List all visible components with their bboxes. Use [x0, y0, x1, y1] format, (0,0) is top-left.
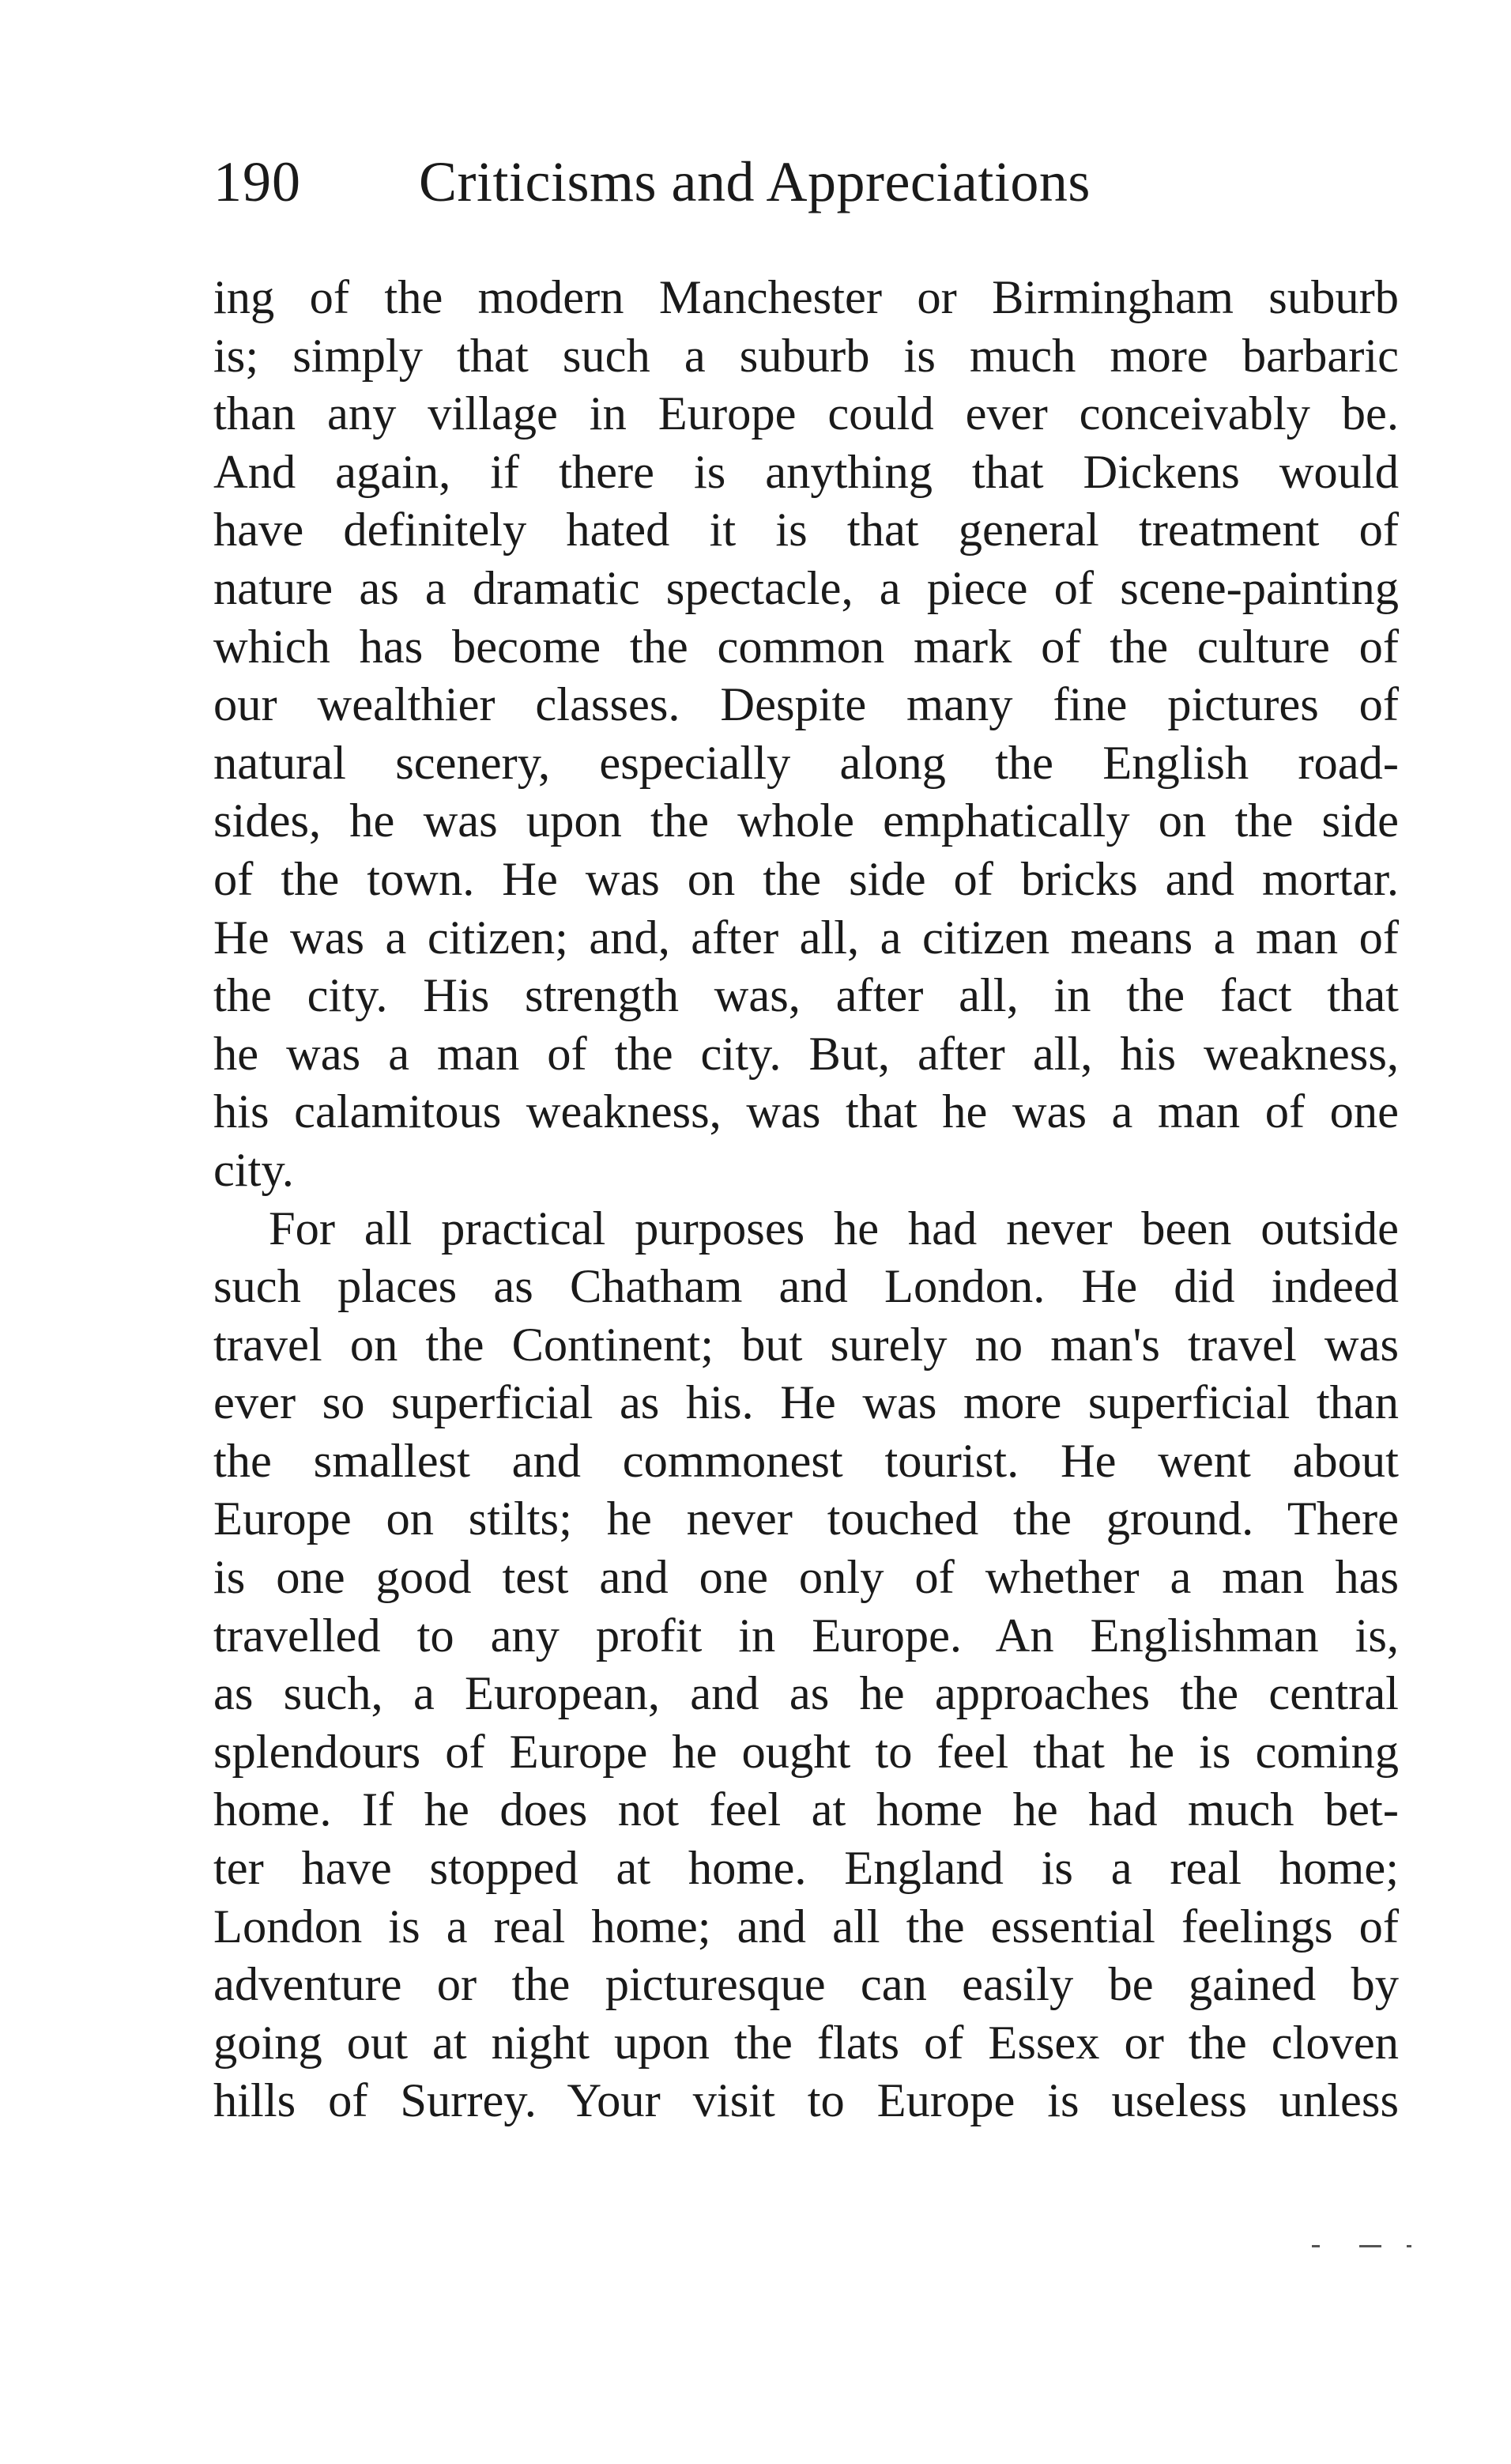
text-line: home. If he does not feel at home he had much bet- — [213, 1783, 1399, 1837]
text-line: Europe on stilts; he never touched the ground. There — [213, 1492, 1399, 1546]
text-line: the smallest and commonest tourist. He went about — [213, 1434, 1399, 1488]
text-line: our wealthier classes. Despite many fine pictures of — [213, 678, 1399, 732]
text-line: going out at night upon the flats of Essex or the cloven — [213, 2016, 1399, 2070]
text-line: hills of Surrey. Your visit to Europe is useless unless — [213, 2074, 1399, 2128]
ink-mark — [1312, 2245, 1320, 2247]
text-line: have definitely hated it is that general treatment of — [213, 504, 1399, 557]
page-number: 190 — [213, 150, 301, 213]
catchword-marks — [1312, 2245, 1430, 2261]
text-line: ever so superficial as his. He was more superficial than — [213, 1376, 1399, 1430]
text-line: And again, if there is anything that Dickens would — [213, 445, 1399, 499]
text-line: which has become the common mark of the culture of — [213, 620, 1399, 674]
text-line: city. — [213, 1143, 294, 1197]
text-line: ing of the modern Manchester or Birmingham suburb — [213, 271, 1399, 324]
text-line: he was a man of the city. But, after all, his weakness, — [213, 1027, 1399, 1081]
body-text — [213, 269, 1399, 2130]
text-line: the city. His strength was, after all, in the fact that — [213, 969, 1399, 1023]
text-line: nature as a dramatic spectacle, a piece of scene-painting — [213, 561, 1399, 615]
text-line: is one good test and one only of whether a man has — [213, 1551, 1399, 1605]
text-line: of the town. He was on the side of bricks and mortar. — [213, 852, 1399, 906]
text-line: adventure or the picturesque can easily be gained by — [213, 1958, 1399, 2012]
text-line: than any village in Europe could ever conceivably be. — [213, 387, 1399, 441]
text-line: London is a real home; and all the essential feelings of — [213, 1900, 1399, 1953]
text-line: splendours of Europe he ought to feel that he is coming — [213, 1725, 1399, 1779]
ink-mark — [1359, 2245, 1381, 2247]
text-line: as such, a European, and as he approaches the central — [213, 1667, 1399, 1721]
running-head — [213, 142, 1422, 221]
ink-mark — [1407, 2245, 1411, 2247]
text-line: his calamitous weakness, was that he was a man of one — [213, 1085, 1399, 1139]
text-line: travelled to any profit in Europe. An Englishman is, — [213, 1609, 1399, 1662]
text-line: ter have stopped at home. England is a real home; — [213, 1842, 1399, 1896]
text-line: For all practical purposes he had never been outside — [269, 1202, 1399, 1255]
text-line: is; simply that such a suburb is much more barbaric — [213, 329, 1399, 383]
text-line: He was a citizen; and, after all, a citizen means a man of — [213, 911, 1399, 964]
text-line: travel on the Continent; but surely no man's travel was — [213, 1318, 1399, 1372]
running-title: Criticisms and Appreciations — [419, 150, 1091, 213]
text-line: natural scenery, especially along the English road- — [213, 736, 1399, 790]
text-line: sides, he was upon the whole emphatically on the side — [213, 794, 1399, 848]
text-line: such places as Chatham and London. He did indeed — [213, 1260, 1399, 1314]
